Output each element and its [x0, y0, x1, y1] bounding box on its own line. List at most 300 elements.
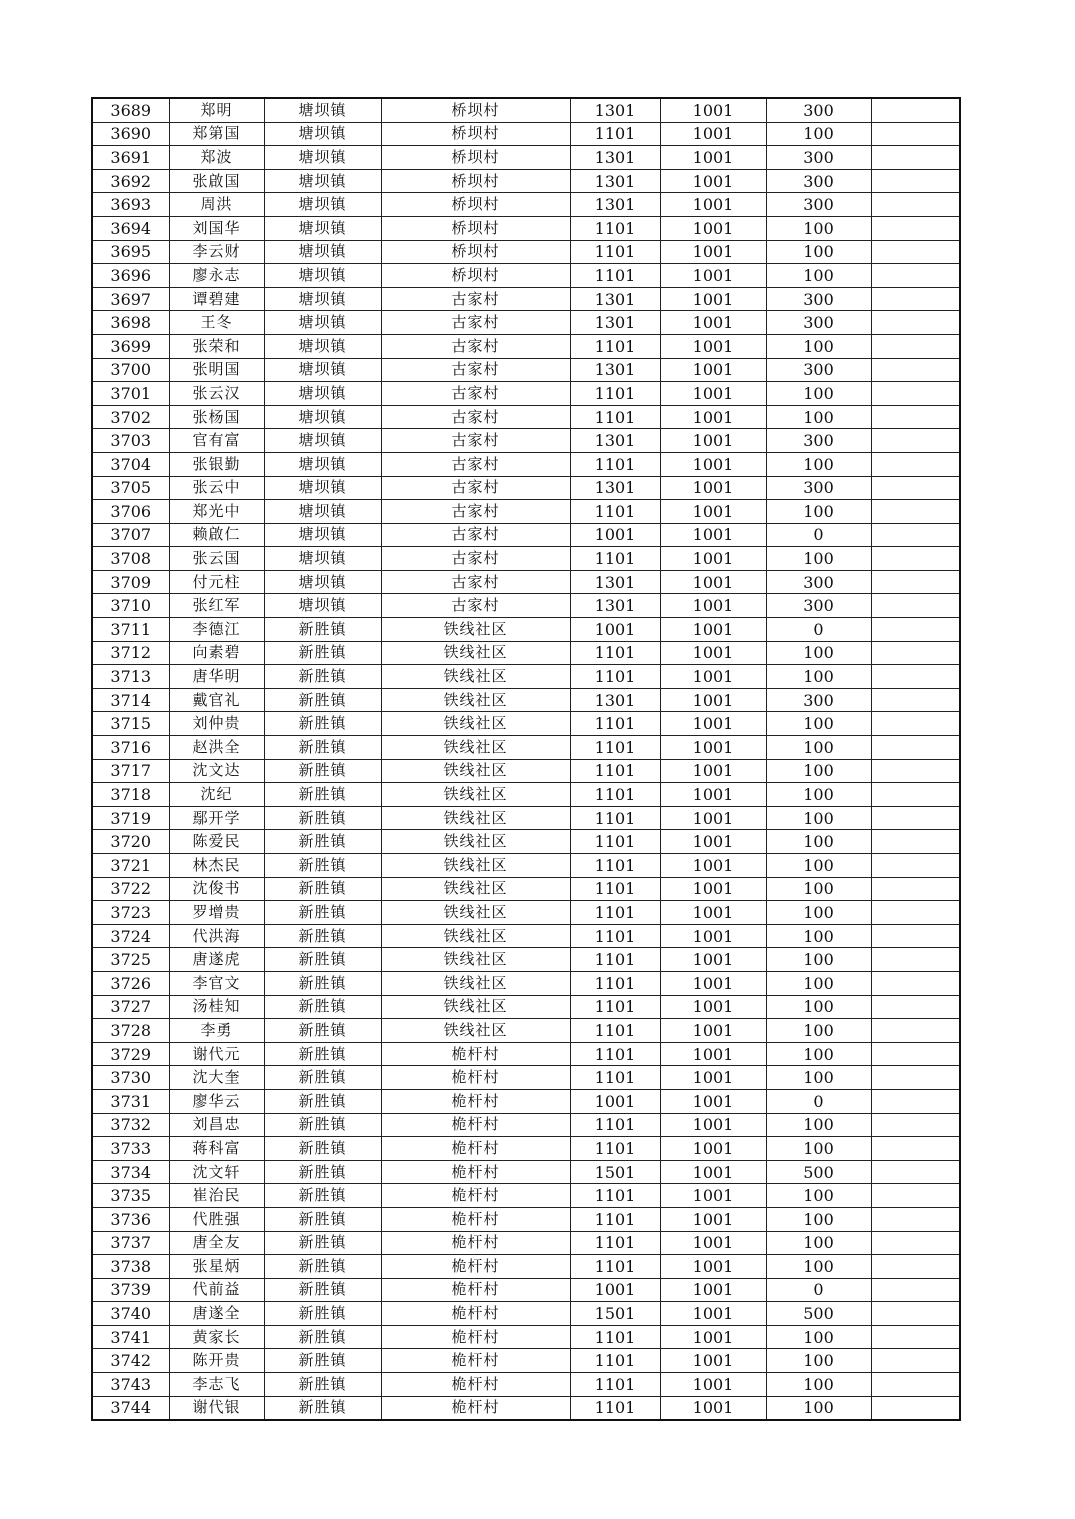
amount-cell: 100: [766, 122, 871, 146]
code-b-cell: 1001: [660, 1184, 766, 1208]
village-cell: 桅杆村: [381, 1089, 570, 1113]
row-number-cell: 3743: [92, 1373, 169, 1397]
amount-cell: 500: [766, 1302, 871, 1326]
amount-cell: 100: [766, 264, 871, 288]
row-number-cell: 3703: [92, 429, 169, 453]
table-row: [92, 1349, 960, 1373]
town-cell: 新胜镇: [264, 1137, 381, 1161]
code-b-cell: 1001: [660, 948, 766, 972]
amount-cell: 300: [766, 570, 871, 594]
code-a-cell: 1101: [570, 1113, 660, 1137]
code-b-cell: 1001: [660, 122, 766, 146]
code-b-cell: 1001: [660, 877, 766, 901]
remark-cell: [871, 1325, 960, 1349]
remark-cell: [871, 405, 960, 429]
code-b-cell: 1001: [660, 476, 766, 500]
row-number-cell: 3725: [92, 948, 169, 972]
code-b-cell: 1001: [660, 1042, 766, 1066]
town-cell: 新胜镇: [264, 1066, 381, 1090]
row-number-cell: 3707: [92, 523, 169, 547]
name-cell: 赵洪全: [169, 736, 264, 760]
town-cell: 塘坝镇: [264, 382, 381, 406]
name-cell: 唐华明: [169, 665, 264, 689]
code-a-cell: 1301: [570, 358, 660, 382]
remark-cell: [871, 830, 960, 854]
remark-cell: [871, 1066, 960, 1090]
table-row: [92, 1019, 960, 1043]
row-number-cell: 3692: [92, 169, 169, 193]
code-b-cell: 1001: [660, 382, 766, 406]
code-b-cell: 1001: [660, 1302, 766, 1326]
code-b-cell: 1001: [660, 334, 766, 358]
code-b-cell: 1001: [660, 1066, 766, 1090]
code-b-cell: 1001: [660, 500, 766, 524]
code-a-cell: 1101: [570, 736, 660, 760]
name-cell: 鄢开学: [169, 806, 264, 830]
remark-cell: [871, 193, 960, 217]
village-cell: 古家村: [381, 429, 570, 453]
name-cell: 付元柱: [169, 570, 264, 594]
amount-cell: 100: [766, 240, 871, 264]
code-b-cell: 1001: [660, 806, 766, 830]
town-cell: 新胜镇: [264, 641, 381, 665]
town-cell: 塘坝镇: [264, 216, 381, 240]
village-cell: 桥坝村: [381, 264, 570, 288]
village-cell: 桅杆村: [381, 1160, 570, 1184]
amount-cell: 300: [766, 287, 871, 311]
row-number-cell: 3697: [92, 287, 169, 311]
village-cell: 铁线社区: [381, 712, 570, 736]
row-number-cell: 3733: [92, 1137, 169, 1161]
amount-cell: 100: [766, 901, 871, 925]
code-b-cell: 1001: [660, 688, 766, 712]
code-a-cell: 1101: [570, 877, 660, 901]
code-b-cell: 1001: [660, 901, 766, 925]
village-cell: 桅杆村: [381, 1255, 570, 1279]
amount-cell: 100: [766, 1349, 871, 1373]
remark-cell: [871, 948, 960, 972]
name-cell: 郑明: [169, 98, 264, 122]
row-number-cell: 3710: [92, 594, 169, 618]
amount-cell: 100: [766, 854, 871, 878]
row-number-cell: 3738: [92, 1255, 169, 1279]
row-number-cell: 3735: [92, 1184, 169, 1208]
table-row: [92, 1184, 960, 1208]
name-cell: 蒋科富: [169, 1137, 264, 1161]
row-number-cell: 3740: [92, 1302, 169, 1326]
amount-cell: 100: [766, 1255, 871, 1279]
code-b-cell: 1001: [660, 759, 766, 783]
name-cell: 李云财: [169, 240, 264, 264]
town-cell: 新胜镇: [264, 971, 381, 995]
remark-cell: [871, 1042, 960, 1066]
code-a-cell: 1101: [570, 1325, 660, 1349]
village-cell: 桅杆村: [381, 1278, 570, 1302]
code-b-cell: 1001: [660, 311, 766, 335]
code-b-cell: 1001: [660, 547, 766, 571]
row-number-cell: 3705: [92, 476, 169, 500]
amount-cell: 100: [766, 759, 871, 783]
name-cell: 崔治民: [169, 1184, 264, 1208]
amount-cell: 100: [766, 1113, 871, 1137]
row-number-cell: 3701: [92, 382, 169, 406]
row-number-cell: 3714: [92, 688, 169, 712]
name-cell: 郑光中: [169, 500, 264, 524]
amount-cell: 300: [766, 193, 871, 217]
name-cell: 李志飞: [169, 1373, 264, 1397]
row-number-cell: 3690: [92, 122, 169, 146]
name-cell: 唐遂虎: [169, 948, 264, 972]
village-cell: 铁线社区: [381, 995, 570, 1019]
code-b-cell: 1001: [660, 264, 766, 288]
village-cell: 古家村: [381, 334, 570, 358]
table-row: [92, 1396, 960, 1420]
town-cell: 新胜镇: [264, 1113, 381, 1137]
town-cell: 塘坝镇: [264, 358, 381, 382]
remark-cell: [871, 759, 960, 783]
table-row: [92, 334, 960, 358]
amount-cell: 100: [766, 995, 871, 1019]
remark-cell: [871, 311, 960, 335]
remark-cell: [871, 1019, 960, 1043]
remark-cell: [871, 1278, 960, 1302]
row-number-cell: 3694: [92, 216, 169, 240]
code-a-cell: 1101: [570, 1231, 660, 1255]
name-cell: 张星炳: [169, 1255, 264, 1279]
remark-cell: [871, 523, 960, 547]
village-cell: 桥坝村: [381, 122, 570, 146]
town-cell: 新胜镇: [264, 901, 381, 925]
table-row: [92, 618, 960, 642]
table-row: [92, 264, 960, 288]
table-row: [92, 1089, 960, 1113]
village-cell: 古家村: [381, 358, 570, 382]
code-a-cell: 1501: [570, 1302, 660, 1326]
amount-cell: 100: [766, 924, 871, 948]
amount-cell: 100: [766, 1373, 871, 1397]
town-cell: 塘坝镇: [264, 169, 381, 193]
table-row: [92, 948, 960, 972]
code-b-cell: 1001: [660, 995, 766, 1019]
table-row: [92, 382, 960, 406]
amount-cell: 0: [766, 1089, 871, 1113]
table-row: [92, 452, 960, 476]
table-row: [92, 169, 960, 193]
table-row: [92, 216, 960, 240]
name-cell: 郑第国: [169, 122, 264, 146]
code-b-cell: 1001: [660, 1349, 766, 1373]
code-a-cell: 1101: [570, 924, 660, 948]
remark-cell: [871, 1207, 960, 1231]
village-cell: 古家村: [381, 594, 570, 618]
code-a-cell: 1101: [570, 1137, 660, 1161]
village-cell: 铁线社区: [381, 854, 570, 878]
remark-cell: [871, 264, 960, 288]
amount-cell: 100: [766, 1231, 871, 1255]
village-cell: 桅杆村: [381, 1042, 570, 1066]
table-row: [92, 405, 960, 429]
code-a-cell: 1101: [570, 500, 660, 524]
code-b-cell: 1001: [660, 1160, 766, 1184]
village-cell: 桅杆村: [381, 1066, 570, 1090]
code-a-cell: 1301: [570, 594, 660, 618]
code-a-cell: 1101: [570, 1373, 660, 1397]
town-cell: 新胜镇: [264, 806, 381, 830]
amount-cell: 300: [766, 476, 871, 500]
code-a-cell: 1101: [570, 216, 660, 240]
remark-cell: [871, 452, 960, 476]
code-b-cell: 1001: [660, 665, 766, 689]
row-number-cell: 3724: [92, 924, 169, 948]
table-row: [92, 924, 960, 948]
name-cell: 林杰民: [169, 854, 264, 878]
row-number-cell: 3712: [92, 641, 169, 665]
table-row: [92, 688, 960, 712]
row-number-cell: 3737: [92, 1231, 169, 1255]
remark-cell: [871, 1396, 960, 1420]
row-number-cell: 3732: [92, 1113, 169, 1137]
amount-cell: 300: [766, 688, 871, 712]
code-b-cell: 1001: [660, 594, 766, 618]
village-cell: 桅杆村: [381, 1349, 570, 1373]
amount-cell: 100: [766, 783, 871, 807]
row-number-cell: 3736: [92, 1207, 169, 1231]
village-cell: 桥坝村: [381, 98, 570, 122]
remark-cell: [871, 806, 960, 830]
table-row: [92, 665, 960, 689]
row-number-cell: 3744: [92, 1396, 169, 1420]
code-a-cell: 1101: [570, 995, 660, 1019]
code-a-cell: 1101: [570, 759, 660, 783]
village-cell: 铁线社区: [381, 948, 570, 972]
row-number-cell: 3734: [92, 1160, 169, 1184]
code-a-cell: 1101: [570, 971, 660, 995]
village-cell: 铁线社区: [381, 877, 570, 901]
village-cell: 桥坝村: [381, 193, 570, 217]
name-cell: 沈文轩: [169, 1160, 264, 1184]
row-number-cell: 3742: [92, 1349, 169, 1373]
remark-cell: [871, 1160, 960, 1184]
town-cell: 塘坝镇: [264, 570, 381, 594]
name-cell: 周洪: [169, 193, 264, 217]
remark-cell: [871, 641, 960, 665]
remark-cell: [871, 971, 960, 995]
code-a-cell: 1101: [570, 452, 660, 476]
code-b-cell: 1001: [660, 358, 766, 382]
code-b-cell: 1001: [660, 169, 766, 193]
town-cell: 新胜镇: [264, 854, 381, 878]
table-row: [92, 854, 960, 878]
code-a-cell: 1101: [570, 1349, 660, 1373]
code-a-cell: 1101: [570, 712, 660, 736]
code-b-cell: 1001: [660, 641, 766, 665]
table-row: [92, 311, 960, 335]
row-number-cell: 3739: [92, 1278, 169, 1302]
code-b-cell: 1001: [660, 1255, 766, 1279]
name-cell: 官有富: [169, 429, 264, 453]
town-cell: 塘坝镇: [264, 146, 381, 170]
row-number-cell: 3731: [92, 1089, 169, 1113]
table-row: [92, 877, 960, 901]
code-b-cell: 1001: [660, 1373, 766, 1397]
amount-cell: 100: [766, 1042, 871, 1066]
row-number-cell: 3741: [92, 1325, 169, 1349]
name-cell: 廖永志: [169, 264, 264, 288]
code-b-cell: 1001: [660, 712, 766, 736]
row-number-cell: 3704: [92, 452, 169, 476]
name-cell: 廖华云: [169, 1089, 264, 1113]
table-row: [92, 901, 960, 925]
amount-cell: 100: [766, 1184, 871, 1208]
code-a-cell: 1101: [570, 1255, 660, 1279]
table-row: [92, 122, 960, 146]
table-row: [92, 358, 960, 382]
row-number-cell: 3723: [92, 901, 169, 925]
remark-cell: [871, 429, 960, 453]
table-row: [92, 1278, 960, 1302]
village-cell: 桥坝村: [381, 216, 570, 240]
name-cell: 汤桂知: [169, 995, 264, 1019]
town-cell: 塘坝镇: [264, 547, 381, 571]
amount-cell: 300: [766, 358, 871, 382]
town-cell: 新胜镇: [264, 759, 381, 783]
town-cell: 新胜镇: [264, 665, 381, 689]
code-b-cell: 1001: [660, 1231, 766, 1255]
row-number-cell: 3716: [92, 736, 169, 760]
village-cell: 铁线社区: [381, 665, 570, 689]
town-cell: 新胜镇: [264, 712, 381, 736]
amount-cell: 100: [766, 1137, 871, 1161]
village-cell: 桥坝村: [381, 240, 570, 264]
town-cell: 塘坝镇: [264, 594, 381, 618]
code-b-cell: 1001: [660, 216, 766, 240]
village-cell: 铁线社区: [381, 641, 570, 665]
code-a-cell: 1101: [570, 122, 660, 146]
amount-cell: 100: [766, 547, 871, 571]
records-table: [91, 97, 961, 1421]
town-cell: 塘坝镇: [264, 264, 381, 288]
remark-cell: [871, 1113, 960, 1137]
row-number-cell: 3721: [92, 854, 169, 878]
table-row: [92, 1373, 960, 1397]
row-number-cell: 3729: [92, 1042, 169, 1066]
amount-cell: 100: [766, 641, 871, 665]
table-row: [92, 1207, 960, 1231]
row-number-cell: 3702: [92, 405, 169, 429]
village-cell: 铁线社区: [381, 806, 570, 830]
code-a-cell: 1101: [570, 382, 660, 406]
table-row: [92, 523, 960, 547]
code-a-cell: 1001: [570, 523, 660, 547]
town-cell: 新胜镇: [264, 736, 381, 760]
code-b-cell: 1001: [660, 523, 766, 547]
name-cell: 张红军: [169, 594, 264, 618]
town-cell: 新胜镇: [264, 1255, 381, 1279]
remark-cell: [871, 1373, 960, 1397]
remark-cell: [871, 98, 960, 122]
village-cell: 铁线社区: [381, 736, 570, 760]
town-cell: 塘坝镇: [264, 452, 381, 476]
village-cell: 古家村: [381, 405, 570, 429]
code-b-cell: 1001: [660, 1019, 766, 1043]
table-row: [92, 476, 960, 500]
table-row: [92, 1066, 960, 1090]
remark-cell: [871, 287, 960, 311]
name-cell: 刘国华: [169, 216, 264, 240]
town-cell: 新胜镇: [264, 1160, 381, 1184]
row-number-cell: 3726: [92, 971, 169, 995]
row-number-cell: 3719: [92, 806, 169, 830]
amount-cell: 100: [766, 971, 871, 995]
amount-cell: 100: [766, 712, 871, 736]
code-a-cell: 1501: [570, 1160, 660, 1184]
name-cell: 黄家长: [169, 1325, 264, 1349]
table-row: [92, 1042, 960, 1066]
amount-cell: 100: [766, 1325, 871, 1349]
village-cell: 桅杆村: [381, 1373, 570, 1397]
remark-cell: [871, 146, 960, 170]
village-cell: 铁线社区: [381, 830, 570, 854]
town-cell: 塘坝镇: [264, 311, 381, 335]
code-a-cell: 1301: [570, 98, 660, 122]
code-b-cell: 1001: [660, 1278, 766, 1302]
table-body: [92, 98, 960, 1420]
code-a-cell: 1301: [570, 476, 660, 500]
village-cell: 铁线社区: [381, 901, 570, 925]
village-cell: 古家村: [381, 500, 570, 524]
amount-cell: 100: [766, 1396, 871, 1420]
table-row: [92, 429, 960, 453]
remark-cell: [871, 854, 960, 878]
town-cell: 新胜镇: [264, 1231, 381, 1255]
row-number-cell: 3691: [92, 146, 169, 170]
table-row: [92, 1160, 960, 1184]
remark-cell: [871, 500, 960, 524]
village-cell: 桅杆村: [381, 1231, 570, 1255]
town-cell: 新胜镇: [264, 1042, 381, 1066]
name-cell: 张荣和: [169, 334, 264, 358]
code-a-cell: 1101: [570, 641, 660, 665]
code-a-cell: 1101: [570, 783, 660, 807]
code-b-cell: 1001: [660, 98, 766, 122]
name-cell: 张杨国: [169, 405, 264, 429]
row-number-cell: 3722: [92, 877, 169, 901]
name-cell: 郑波: [169, 146, 264, 170]
remark-cell: [871, 594, 960, 618]
name-cell: 谭碧建: [169, 287, 264, 311]
row-number-cell: 3695: [92, 240, 169, 264]
village-cell: 桅杆村: [381, 1113, 570, 1137]
amount-cell: 100: [766, 405, 871, 429]
village-cell: 古家村: [381, 523, 570, 547]
code-b-cell: 1001: [660, 1396, 766, 1420]
town-cell: 塘坝镇: [264, 523, 381, 547]
code-b-cell: 1001: [660, 146, 766, 170]
code-a-cell: 1101: [570, 547, 660, 571]
town-cell: 新胜镇: [264, 1396, 381, 1420]
remark-cell: [871, 712, 960, 736]
name-cell: 戴官礼: [169, 688, 264, 712]
village-cell: 桥坝村: [381, 169, 570, 193]
remark-cell: [871, 122, 960, 146]
name-cell: 谢代元: [169, 1042, 264, 1066]
row-number-cell: 3709: [92, 570, 169, 594]
table-row: [92, 830, 960, 854]
remark-cell: [871, 877, 960, 901]
table-row: [92, 1325, 960, 1349]
town-cell: 新胜镇: [264, 1184, 381, 1208]
village-cell: 古家村: [381, 476, 570, 500]
